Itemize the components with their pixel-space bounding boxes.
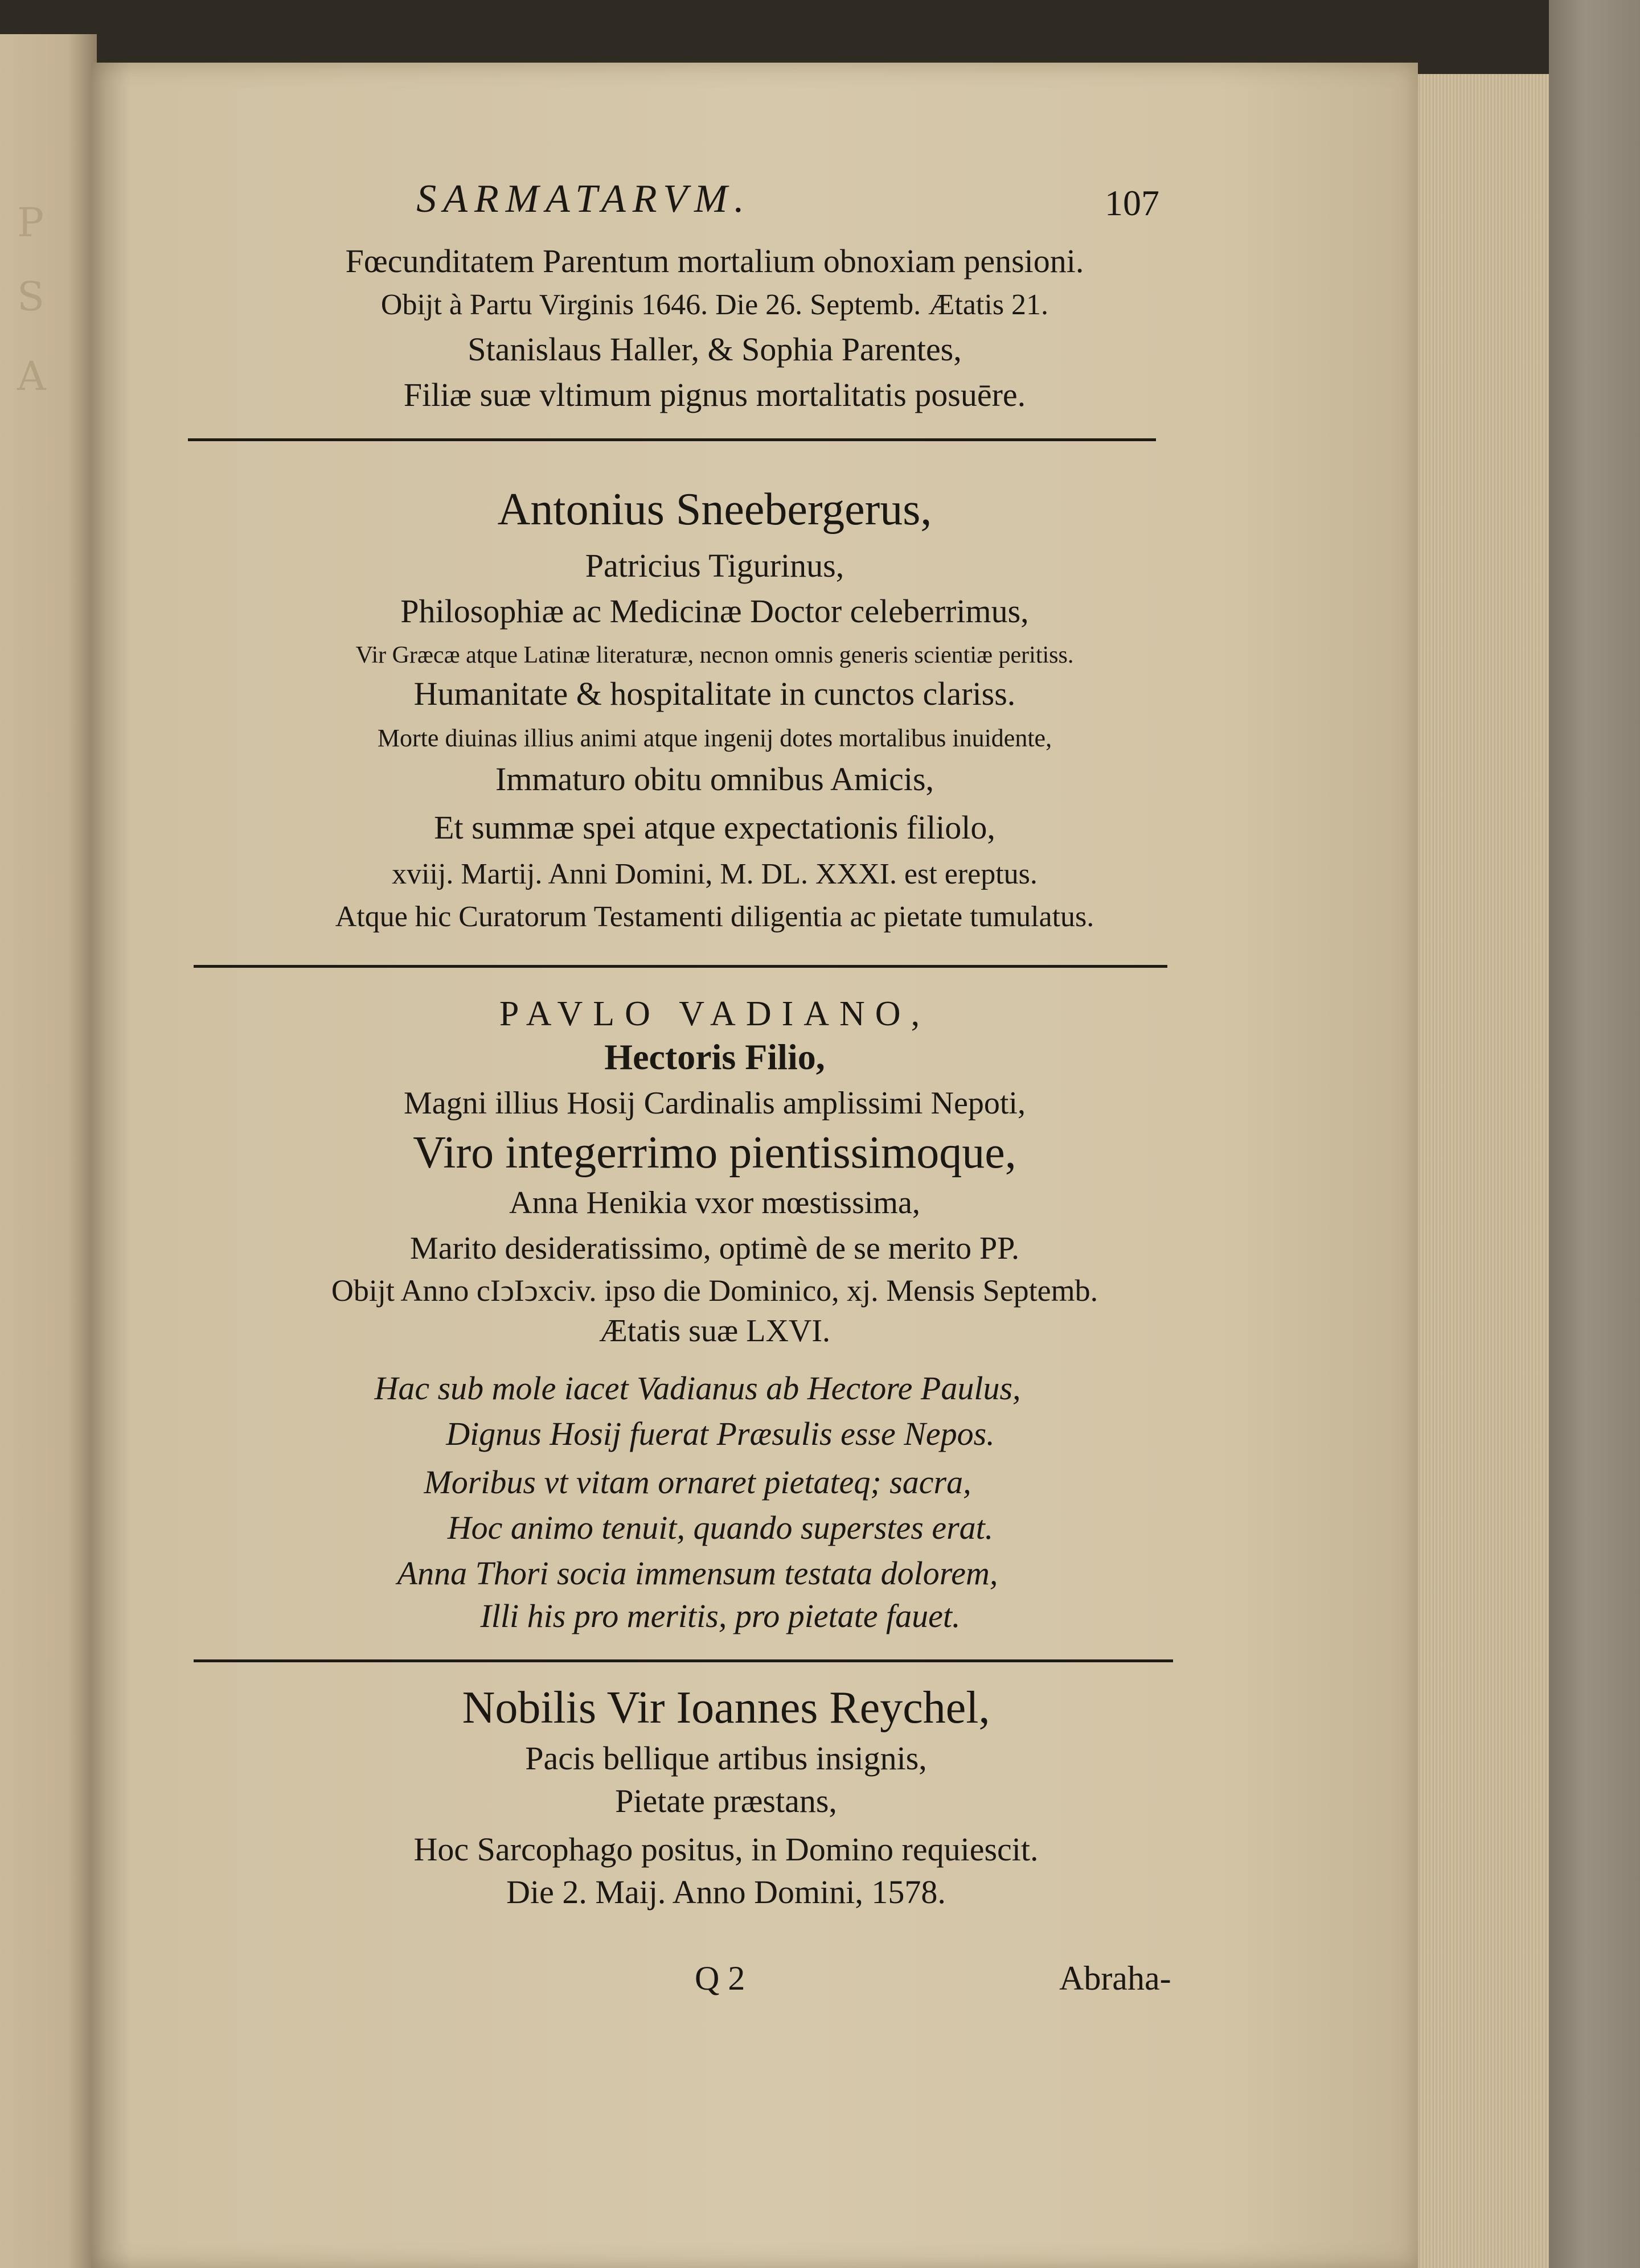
epitaph-line: Obijt à Partu Virginis 1646. Die 26. Septemb. Ætatis 21. xyxy=(380,289,1049,321)
epitaph-heading: Antonius Sneebergerus, xyxy=(497,484,932,535)
epitaph-line: Morte diuinas illius animi atque ingenij dotes mortalibus inuidente, xyxy=(377,724,1052,752)
epitaph-line: Vir Græcæ atque Latinæ literaturæ, necnon omnis generis scientiæ peritiss. xyxy=(355,642,1074,668)
epitaph-line: Die 2. Maij. Anno Domini, 1578. xyxy=(506,1873,946,1910)
catchword: Abraha- xyxy=(1059,1959,1171,1997)
epitaph-line: Magni illius Hosij Cardinalis amplissimi Nepoti, xyxy=(404,1086,1026,1121)
verse-line: Anna Thori socia immensum testata dolorem, xyxy=(397,1555,998,1592)
book-page xyxy=(91,63,1418,2268)
epitaph-line: xviij. Martij. Anni Domini, M. DL. XXXI. est ereptus. xyxy=(392,858,1038,890)
verse-line: Hac sub mole iacet Vadianus ab Hectore Paulus, xyxy=(374,1370,1021,1407)
epitaph-line: Stanislaus Haller, & Sophia Parentes, xyxy=(468,331,962,368)
left-page-fragment: A xyxy=(17,353,46,400)
section-divider xyxy=(194,965,1167,968)
epitaph-heading: Nobilis Vir Ioannes Reychel, xyxy=(462,1683,990,1733)
signature-mark: Q 2 xyxy=(695,1959,745,1997)
running-head: SARMATARVM. xyxy=(416,177,751,221)
section-divider xyxy=(194,1659,1173,1662)
page-block-edge xyxy=(1418,74,1549,2268)
epitaph-line: Pacis bellique artibus insignis, xyxy=(525,1740,927,1777)
verse-line: Moribus vt vitam ornaret pietateq; sacra, xyxy=(424,1464,971,1501)
epitaph-line: Hectoris Filio, xyxy=(604,1037,825,1077)
epitaph-line: Fœcunditatem Parentum mortalium obnoxiam pensioni. xyxy=(345,243,1084,280)
verse-line: Illi his pro meritis, pro pietate fauet. xyxy=(480,1597,961,1634)
epitaph-line: Marito desideratissimo, optimè de se merito PP. xyxy=(409,1231,1020,1266)
epitaph-line: Et summæ spei atque expectationis filiolo, xyxy=(434,809,995,846)
epitaph-line: Pietate præstans, xyxy=(615,1782,837,1819)
epitaph-line: Anna Henikia vxor mœstissima, xyxy=(509,1185,920,1221)
epitaph-line: Immaturo obitu omnibus Amicis, xyxy=(495,761,934,798)
epitaph-heading: PAVLO VADIANO, xyxy=(499,995,930,1033)
verse-line: Hoc animo tenuit, quando superstes erat. xyxy=(447,1509,994,1546)
section-divider xyxy=(188,438,1156,441)
epitaph-line: Filiæ suæ vltimum pignus mortalitatis posuēre. xyxy=(403,376,1026,413)
page-number: 107 xyxy=(1105,183,1159,223)
epitaph-line: Hoc Sarcophago positus, in Domino requiescit. xyxy=(413,1831,1039,1868)
epitaph-line: Ætatis suæ LXVI. xyxy=(599,1313,830,1349)
epitaph-line: Philosophiæ ac Medicinæ Doctor celeberrimus, xyxy=(400,593,1029,630)
epitaph-line: Patricius Tigurinus, xyxy=(585,547,844,584)
verse-line: Dignus Hosij fuerat Præsulis esse Nepos. xyxy=(446,1415,995,1452)
epitaph-line: Obijt Anno cIↄIↄxciv. ipso die Dominico, xj. Mensis Septemb. xyxy=(331,1273,1098,1308)
left-page-fragment: S xyxy=(17,273,44,320)
left-page-fragment: P xyxy=(17,199,44,246)
book-cover-edge xyxy=(1549,0,1640,2268)
epitaph-line: Viro integerrimo pientissimoque, xyxy=(413,1128,1016,1178)
epitaph-line: Humanitate & hospitalitate in cunctos clariss. xyxy=(413,675,1016,712)
epitaph-line: Atque hic Curatorum Testamenti diligentia ac pietate tumulatus. xyxy=(335,901,1094,933)
